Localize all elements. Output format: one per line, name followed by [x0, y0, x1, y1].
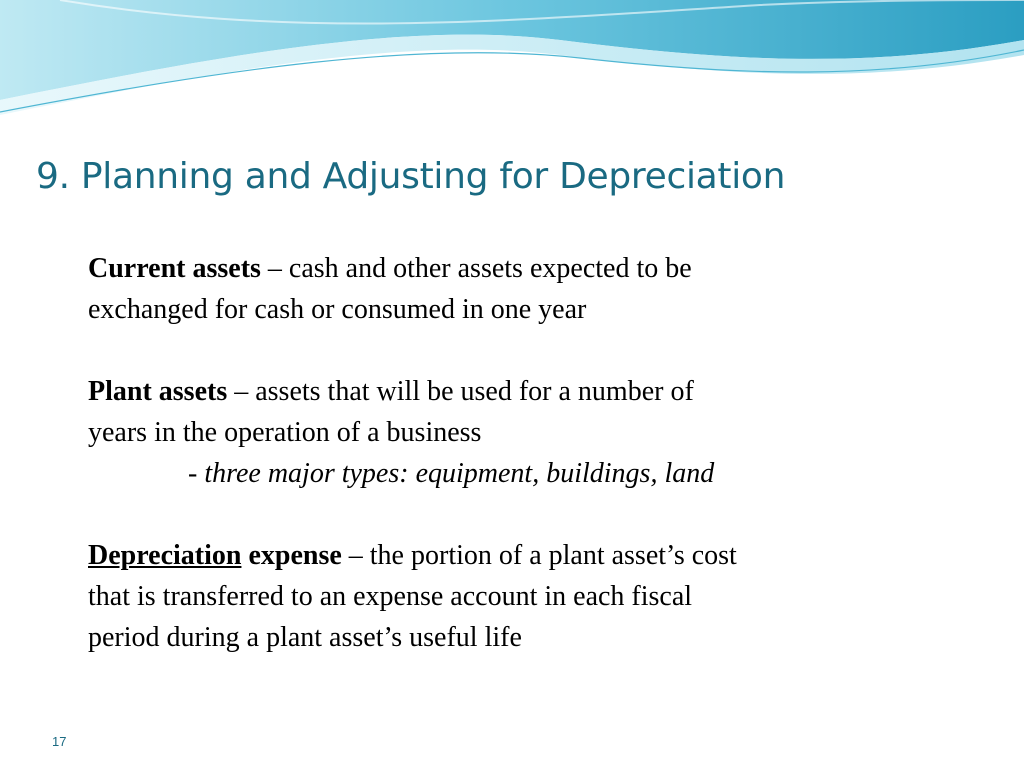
- slide-body: [88, 248, 908, 699]
- definition-line: years in the operation of a business: [88, 417, 482, 448]
- definition-line: [88, 535, 908, 576]
- definition-line: period during a plant asset’s useful life: [88, 622, 522, 653]
- sub-note-types: three major types: equipment, buildings, land: [204, 458, 715, 489]
- sub-note-line: [88, 453, 908, 494]
- definition-depreciation-expense: [88, 535, 908, 658]
- term-current-assets: Current assets: [88, 253, 261, 284]
- definition-text: – assets that will be used for a number of: [227, 376, 694, 407]
- definition-line: [88, 371, 908, 412]
- slide-number: 17: [52, 734, 67, 749]
- term-expense: expense: [241, 540, 342, 571]
- definition-text: – cash and other assets expected to be: [260, 253, 692, 284]
- definition-line: exchanged for cash or consumed in one year: [88, 294, 587, 325]
- term-depreciation: Depreciation: [88, 540, 242, 571]
- term-plant-assets: Plant assets: [88, 376, 228, 407]
- definition-line: that is transferred to an expense account in each fiscal: [88, 581, 693, 612]
- definition-plant-assets: [88, 371, 908, 494]
- definition-text: – the portion of a plant asset’s cost: [341, 540, 737, 571]
- definition-line: [88, 248, 908, 289]
- definition-current-assets: [88, 248, 908, 330]
- decorative-wave-banner: [0, 0, 1024, 130]
- sub-note-dash: -: [188, 458, 205, 489]
- slide-title: 9. Planning and Adjusting for Depreciation: [36, 156, 786, 197]
